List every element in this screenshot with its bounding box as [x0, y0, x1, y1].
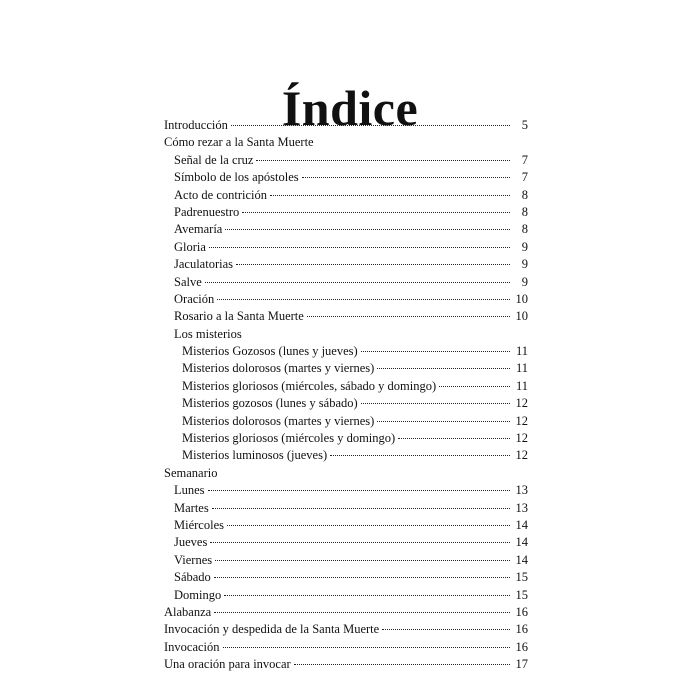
- toc-entry-label: Símbolo de los apóstoles: [174, 170, 299, 185]
- toc-entry-page-number: 14: [515, 517, 528, 532]
- toc-entry: [164, 326, 528, 343]
- dot-leader: [231, 125, 510, 126]
- dot-leader: [307, 316, 510, 317]
- toc-entry-page-number: 10: [515, 309, 528, 324]
- toc-entry-label: Misterios gloriosos (miércoles y domingo): [182, 431, 396, 446]
- toc-entry-page-number: 12: [515, 431, 528, 446]
- dot-leader: [208, 490, 510, 491]
- toc-entry-page-number: 9: [521, 257, 528, 272]
- toc-entry-page-number: 12: [515, 413, 528, 428]
- toc-entry: [164, 395, 528, 412]
- toc-entry-page-number: 7: [521, 170, 528, 185]
- dot-leader: [236, 264, 510, 265]
- toc-entry: [164, 604, 528, 621]
- toc-entry: [164, 308, 528, 325]
- toc-entry-page-number: 5: [521, 118, 528, 132]
- dot-leader: [209, 247, 510, 248]
- dot-leader: [294, 664, 510, 665]
- dot-leader: [223, 647, 510, 648]
- toc-entry-label: Invocación y despedida de la Santa Muerte: [164, 622, 380, 637]
- toc-entry: [164, 569, 528, 586]
- toc-entry-page-number: 16: [515, 622, 528, 637]
- toc-entry: [164, 343, 528, 360]
- toc-entry-label: Sábado: [174, 570, 211, 585]
- toc-entry-label: Introducción: [164, 118, 228, 132]
- toc-entry-label: Salve: [174, 274, 202, 289]
- toc-entry: [164, 239, 528, 256]
- toc-entry: [164, 447, 528, 464]
- toc-entry: [164, 291, 528, 308]
- dot-leader: [224, 595, 510, 596]
- toc-entry-page-number: 9: [521, 274, 528, 289]
- toc-entry-label: Misterios gozosos (lunes y sábado): [182, 396, 358, 411]
- toc-entry-page-number: 14: [515, 552, 528, 567]
- toc-entry: [164, 656, 528, 673]
- toc-entry-label: Una oración para invocar: [164, 657, 291, 672]
- toc-entry: [164, 413, 528, 430]
- dot-leader: [214, 612, 510, 613]
- toc-entry: [164, 552, 528, 569]
- toc-entry-page-number: 11: [515, 361, 528, 376]
- table-of-contents: [164, 117, 528, 674]
- toc-entry-page-number: 11: [515, 378, 528, 393]
- toc-entry: [164, 517, 528, 534]
- dot-leader: [215, 560, 510, 561]
- dot-leader: [217, 299, 510, 300]
- toc-entry-label: Avemaría: [174, 222, 223, 237]
- toc-entry-label: Miércoles: [174, 517, 224, 532]
- toc-entry-page-number: 17: [515, 657, 528, 672]
- toc-entry: [164, 134, 528, 151]
- dot-leader: [210, 542, 510, 543]
- toc-entry: [164, 500, 528, 517]
- toc-entry-label: Domingo: [174, 587, 222, 602]
- toc-entry-label: Rosario a la Santa Muerte: [174, 309, 304, 324]
- toc-entry: [164, 117, 528, 134]
- toc-entry-page-number: 13: [515, 500, 528, 515]
- toc-entry-label: Jueves: [174, 535, 208, 550]
- page-title: Índice: [281, 79, 419, 136]
- toc-entry-label: Martes: [174, 500, 209, 515]
- dot-leader: [225, 229, 510, 230]
- toc-entry-label: Semanario: [164, 465, 218, 480]
- toc-entry-page-number: 16: [515, 604, 528, 619]
- toc-entry: [164, 169, 528, 186]
- toc-entry: [164, 587, 528, 604]
- toc-entry-label: Lunes: [174, 483, 205, 498]
- toc-entry: [164, 204, 528, 221]
- dot-leader: [270, 195, 510, 196]
- dot-leader: [256, 160, 510, 161]
- toc-entry-label: Misterios Gozosos (lunes y jueves): [182, 344, 358, 359]
- toc-entry-page-number: 15: [515, 570, 528, 585]
- toc-entry-label: Señal de la cruz: [174, 152, 254, 167]
- dot-leader: [212, 508, 510, 509]
- toc-entry-label: Acto de contrición: [174, 187, 268, 202]
- dot-leader: [205, 282, 510, 283]
- toc-entry-label: Padrenuestro: [174, 204, 240, 219]
- toc-entry-page-number: 12: [515, 396, 528, 411]
- toc-entry-page-number: 10: [515, 291, 528, 306]
- toc-entry-page-number: 15: [515, 587, 528, 602]
- dot-leader: [361, 403, 510, 404]
- toc-entry-label: Misterios dolorosos (martes y viernes): [182, 361, 375, 376]
- toc-entry-page-number: 12: [515, 448, 528, 463]
- toc-entry-label: Viernes: [174, 552, 213, 567]
- toc-entry-page-number: 14: [515, 535, 528, 550]
- toc-entry-label: Oración: [174, 291, 215, 306]
- dot-leader: [382, 629, 510, 630]
- toc-entry-label: Cómo rezar a la Santa Muerte: [164, 135, 314, 150]
- toc-entry-page-number: 13: [515, 483, 528, 498]
- toc-entry: [164, 274, 528, 291]
- toc-entry-page-number: 9: [521, 239, 528, 254]
- toc-entry: [164, 360, 528, 377]
- toc-entry: [164, 621, 528, 638]
- dot-leader: [398, 438, 510, 439]
- dot-leader: [330, 455, 510, 456]
- toc-entry: [164, 378, 528, 395]
- dot-leader: [439, 386, 510, 387]
- dot-leader: [227, 525, 510, 526]
- toc-entry-label: Jaculatorias: [174, 257, 234, 272]
- toc-entry-page-number: 8: [521, 187, 528, 202]
- toc-entry: [164, 221, 528, 238]
- toc-entry: [164, 465, 528, 482]
- toc-entry-page-number: 7: [521, 152, 528, 167]
- dot-leader: [377, 368, 510, 369]
- toc-entry-page-number: 8: [521, 204, 528, 219]
- dot-leader: [361, 351, 510, 352]
- toc-entry-page-number: 11: [515, 344, 528, 359]
- toc-entry-label: Misterios gloriosos (miércoles, sábado y domingo): [182, 378, 437, 393]
- toc-entry: [164, 187, 528, 204]
- dot-leader: [377, 421, 510, 422]
- toc-entry-label: Los misterios: [174, 326, 242, 341]
- toc-entry-page-number: 8: [521, 222, 528, 237]
- toc-entry: [164, 152, 528, 169]
- dot-leader: [302, 177, 510, 178]
- toc-entry-label: Misterios dolorosos (martes y viernes): [182, 413, 375, 428]
- toc-entry: [164, 639, 528, 656]
- toc-entry-page-number: 16: [515, 639, 528, 654]
- toc-entry-label: Invocación: [164, 639, 220, 654]
- dot-leader: [214, 577, 510, 578]
- toc-entry-label: Misterios luminosos (jueves): [182, 448, 328, 463]
- toc-entry-label: Alabanza: [164, 604, 212, 619]
- toc-entry: [164, 256, 528, 273]
- toc-entry: [164, 430, 528, 447]
- toc-entry: [164, 482, 528, 499]
- toc-entry-label: Gloria: [174, 239, 206, 254]
- toc-entry: [164, 534, 528, 551]
- dot-leader: [242, 212, 510, 213]
